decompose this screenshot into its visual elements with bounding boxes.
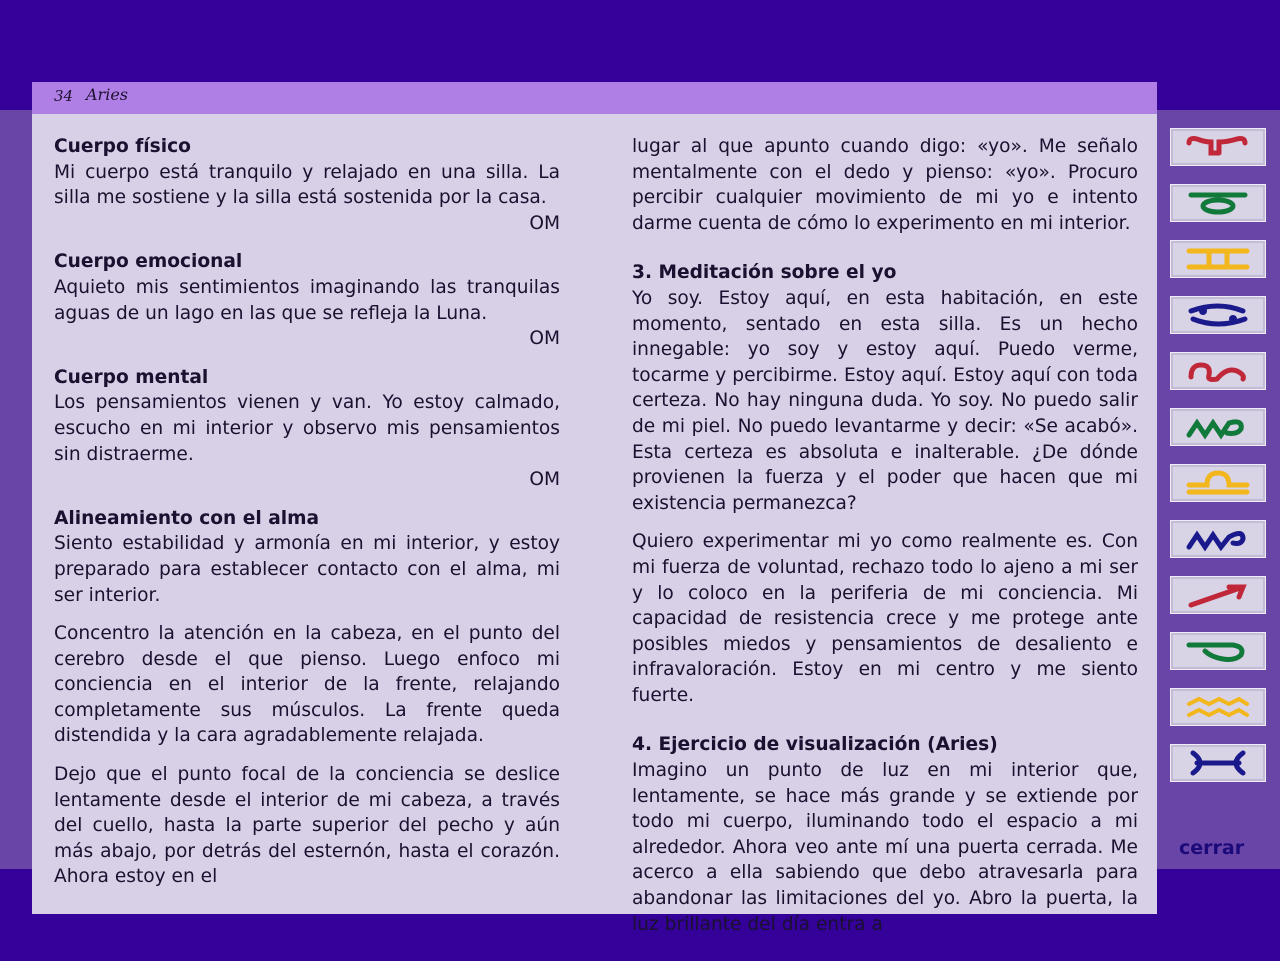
section-cuerpo-mental	[54, 365, 560, 493]
virgo-icon	[1183, 413, 1253, 441]
section-text: Quiero experimentar mi yo como realmente es. Con mi fuerza de voluntad, rechazo todo lo ajeno a mi ser y lo coloco en la periferia de mi conciencia. Mi capacidad de resistencia crece y me protege ante posibles miedos y pensamientos de desaliento e infravaloración. Estoy en mi centro y me siento fuerte.	[632, 531, 1138, 706]
page-title: Aries	[86, 85, 128, 104]
section-cuerpo-emocional	[54, 249, 560, 351]
cancer-icon	[1183, 301, 1253, 329]
leo-icon	[1183, 357, 1253, 385]
section-heading: Alineamiento con el alma	[54, 507, 320, 529]
zodiac-button-pisces[interactable]	[1170, 744, 1266, 782]
section-text: Concentro la atención en la cabeza, en el punto del cerebro desde el que pienso. Luego enfoco mi conciencia en el interior de la frente, relajando completamente sus músculos. La frente queda distendida y la cara agradablemente relajada.	[54, 623, 560, 747]
section-alineamiento	[54, 506, 560, 890]
aquarius-icon	[1183, 693, 1253, 721]
section-text: Siento estabilidad y armonía en mi interior, y estoy preparado para establecer contacto con el alma, mi ser interior.	[54, 533, 560, 606]
zodiac-button-taurus[interactable]	[1170, 184, 1266, 222]
pisces-icon	[1183, 749, 1253, 777]
zodiac-button-cancer[interactable]	[1170, 296, 1266, 334]
zodiac-button-libra[interactable]	[1170, 464, 1266, 502]
section-heading: Cuerpo mental	[54, 366, 209, 388]
zodiac-button-aquarius[interactable]	[1170, 688, 1266, 726]
page-number: 34	[54, 87, 74, 105]
om-mantra: OM	[529, 469, 560, 491]
zodiac-button-capricorn[interactable]	[1170, 632, 1266, 670]
section-text: Dejo que el punto focal de la conciencia se deslice lentamente desde el interior de mi cabeza, a través del cuello, hasta la parte superior del pecho y aún más abajo, por detrás del esternón, hasta el corazón. Ahora estoy en el	[54, 764, 560, 888]
section-heading: Cuerpo emocional	[54, 251, 243, 273]
zodiac-button-leo[interactable]	[1170, 352, 1266, 390]
zodiac-button-sagittarius[interactable]	[1170, 576, 1266, 614]
zodiac-button-scorpio[interactable]	[1170, 520, 1266, 558]
section-cuerpo-fisico	[54, 134, 560, 236]
scorpio-icon	[1183, 525, 1253, 553]
section-text: Yo soy. Estoy aquí, en esta habitación, en este momento, sentado en esta silla. Es un hecho innegable: yo soy y estoy aquí. Puedo verme, tocarme y percibirme. Estoy aquí. Estoy aquí con toda certeza. No hay ninguna duda. Yo soy. No puedo salir de mi piel. No puedo levantarme y decir: «Se acabó». Esta certeza es absoluta e inalterable. ¿De dónde provienen la fuerza y el poder que hacen que mi existencia permanezca?	[632, 287, 1138, 514]
section-text: Mi cuerpo está tranquilo y relajado en una silla. La silla me sostiene y la silla está sostenida por la casa.	[54, 161, 560, 209]
zodiac-button-virgo[interactable]	[1170, 408, 1266, 446]
left-column	[54, 134, 560, 890]
zodiac-nav	[1170, 128, 1266, 800]
book-page	[32, 82, 1157, 935]
libra-icon	[1183, 469, 1253, 497]
om-mantra: OM	[529, 212, 560, 234]
om-mantra: OM	[529, 328, 560, 350]
section-text: Los pensamientos vienen y van. Yo estoy calmado, escucho en mi interior y observo mis pensamientos sin distraerme.	[54, 392, 560, 465]
page-header	[32, 82, 1157, 114]
zodiac-button-gemini[interactable]	[1170, 240, 1266, 278]
section-meditacion	[632, 260, 1138, 708]
close-link[interactable]: cerrar	[1179, 837, 1245, 859]
continuation-text: lugar al que apunto cuando digo: «yo». Me señalo mentalmente con el dedo y pienso: «yo». Procuro percibir cualquier movimiento de mi yo e intento darme cuenta de cómo lo experimento en mi interior.	[632, 136, 1138, 234]
section-visualizacion	[632, 732, 1138, 937]
gemini-icon	[1183, 245, 1253, 273]
section-heading: 4. Ejercicio de visualización (Aries)	[632, 734, 998, 756]
section-heading: 3. Meditación sobre el yo	[632, 262, 897, 284]
capricorn-icon	[1183, 637, 1253, 665]
section-text: Aquieto mis sentimientos imaginando las tranquilas aguas de un lago en las que se refleja la Luna.	[54, 276, 560, 324]
section-heading: Cuerpo físico	[54, 136, 191, 157]
section-text: Imagino un punto de luz en mi interior que, lentamente, se hace más grande y se extiende por todo mi cuerpo, iluminando todo el espacio a mi alrededor. Ahora veo ante mí una puerta cerrada. Me acerco a ella sabiendo que debo atravesarla para abandonar las limitaciones del yo. Abro la puerta, la luz brillante del día entra a	[632, 760, 1138, 935]
sagittarius-icon	[1183, 581, 1253, 609]
right-column	[632, 134, 1138, 937]
zodiac-button-aries[interactable]	[1170, 128, 1266, 166]
taurus-icon	[1183, 189, 1253, 217]
aries-icon	[1183, 133, 1253, 161]
